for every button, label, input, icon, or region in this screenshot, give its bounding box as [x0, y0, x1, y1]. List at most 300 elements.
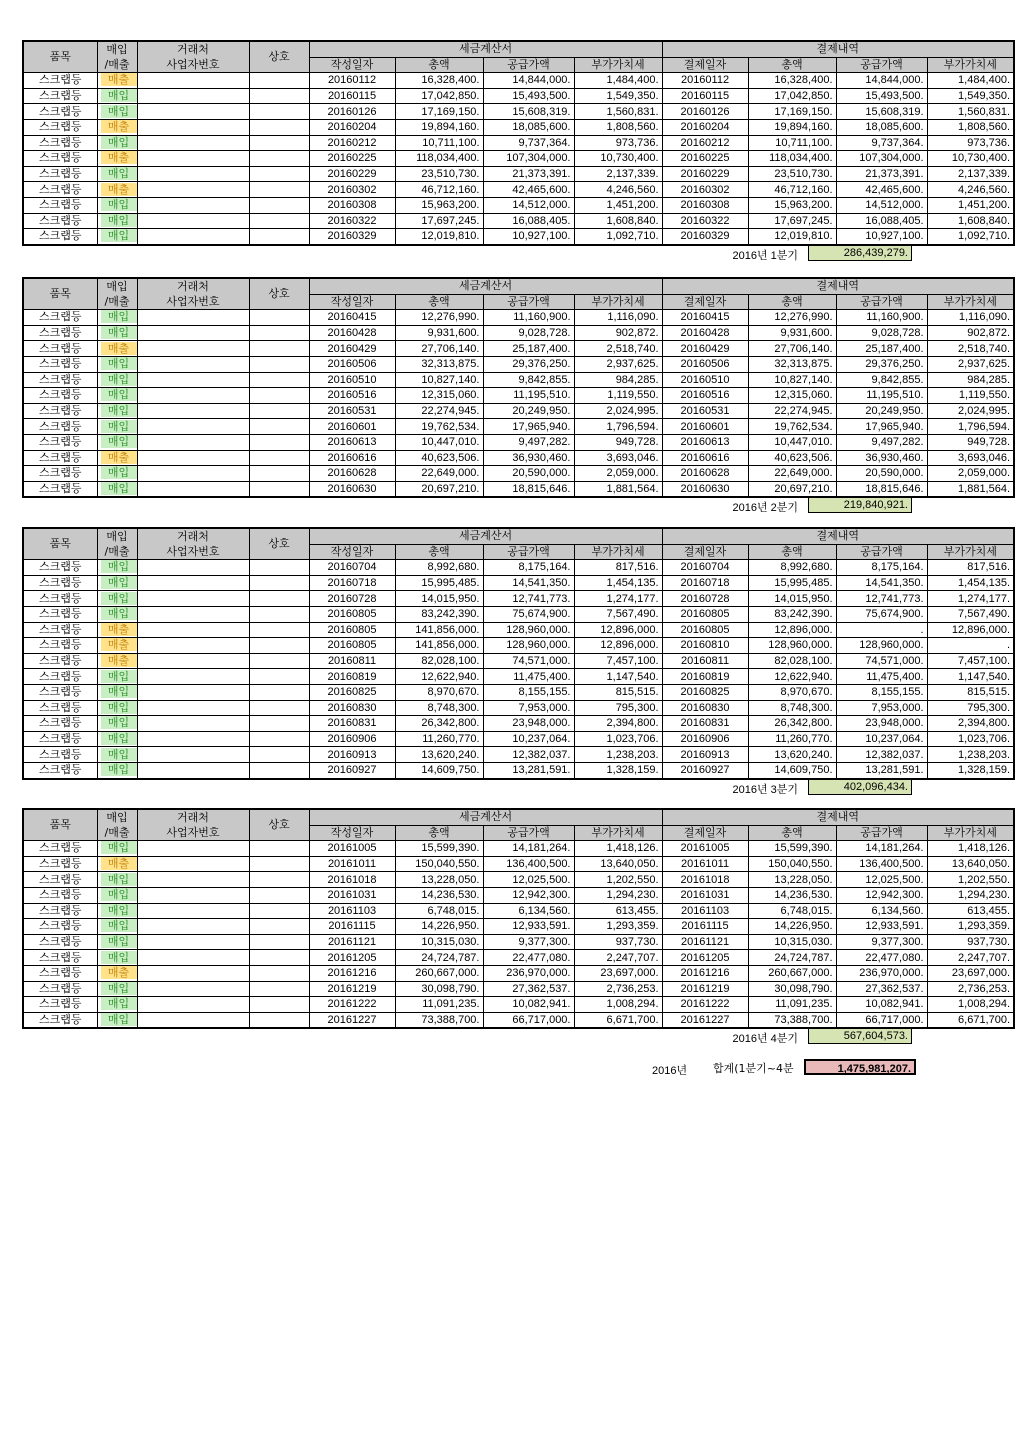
invoice-date-cell: 20160212: [309, 135, 395, 151]
type-cell: [97, 182, 137, 198]
company-cell: [249, 560, 309, 576]
payment-date-cell: 20160906: [662, 731, 748, 747]
payment-total-cell: 10,827,140.: [748, 372, 836, 388]
payment-vat-cell: 795,300.: [927, 700, 1014, 716]
col-header-company: 상호: [249, 278, 309, 310]
table-row: [23, 747, 1014, 763]
payment-col-header: 공급가액: [836, 544, 927, 560]
payment-supply-cell: 9,497,282.: [836, 434, 927, 450]
payment-supply-cell: .: [836, 622, 927, 638]
invoice-vat-cell: 7,567,490.: [574, 606, 662, 622]
payment-date-cell: 20160728: [662, 591, 748, 607]
type-badge: 매입: [101, 482, 137, 495]
payment-total-cell: 15,995,485.: [748, 575, 836, 591]
payment-vat-cell: 10,730,400.: [927, 151, 1014, 167]
invoice-supply-cell: 14,181,264.: [483, 841, 574, 857]
type-cell: [97, 166, 137, 182]
item-cell: 스크랩등: [23, 903, 97, 919]
item-cell: 스크랩등: [23, 731, 97, 747]
payment-col-header: 총액: [748, 294, 836, 310]
payment-vat-cell: 7,457,100.: [927, 653, 1014, 669]
payment-supply-cell: 11,475,400.: [836, 669, 927, 685]
item-cell: 스크랩등: [23, 716, 97, 732]
payment-supply-cell: 8,155,155.: [836, 684, 927, 700]
invoice-vat-cell: 2,137,339.: [574, 166, 662, 182]
quarter-label: 2016년 4분기: [732, 1033, 798, 1046]
payment-col-header: 부가가치세: [927, 544, 1014, 560]
partner-cell: [137, 716, 249, 732]
invoice-supply-cell: 9,497,282.: [483, 434, 574, 450]
payment-supply-cell: 9,737,364.: [836, 135, 927, 151]
payment-group-header: 결제내역: [662, 278, 1014, 294]
payment-date-cell: 20160531: [662, 403, 748, 419]
type-cell: [97, 104, 137, 120]
payment-col-header: 부가가치세: [927, 294, 1014, 310]
payment-col-header: 결제일자: [662, 57, 748, 73]
type-badge: 매출: [101, 451, 137, 464]
payment-date-cell: 20161219: [662, 981, 748, 997]
invoice-supply-cell: 14,541,350.: [483, 575, 574, 591]
payment-supply-cell: 12,933,591.: [836, 919, 927, 935]
type-badge: 매입: [101, 198, 137, 211]
col-header-type-bottom: /매출: [97, 294, 137, 310]
payment-date-cell: 20161018: [662, 872, 748, 888]
payment-supply-cell: 136,400,500.: [836, 856, 927, 872]
item-cell: 스크랩등: [23, 934, 97, 950]
payment-supply-cell: 20,249,950.: [836, 403, 927, 419]
invoice-date-cell: 20160516: [309, 388, 395, 404]
payment-supply-cell: 10,927,100.: [836, 229, 927, 245]
invoice-supply-cell: 17,965,940.: [483, 419, 574, 435]
quarter-total-value: 402,096,434.: [808, 780, 912, 795]
payment-date-cell: 20160831: [662, 716, 748, 732]
partner-cell: [137, 903, 249, 919]
item-cell: 스크랩등: [23, 166, 97, 182]
invoice-vat-cell: 2,937,625.: [574, 356, 662, 372]
type-badge: 매입: [101, 607, 137, 620]
type-cell: [97, 841, 137, 857]
quarter-block: [22, 527, 1011, 798]
payment-date-cell: 20160302: [662, 182, 748, 198]
payment-total-cell: 14,236,530.: [748, 887, 836, 903]
invoice-supply-cell: 12,933,591.: [483, 919, 574, 935]
company-cell: [249, 1012, 309, 1028]
type-cell: [97, 669, 137, 685]
item-cell: 스크랩등: [23, 213, 97, 229]
col-header-partner-bottom: 사업자번호: [137, 294, 249, 310]
payment-total-cell: 14,015,950.: [748, 591, 836, 607]
item-cell: 스크랩등: [23, 591, 97, 607]
invoice-vat-cell: 1,147,540.: [574, 669, 662, 685]
invoice-vat-cell: 2,247,707.: [574, 950, 662, 966]
partner-cell: [137, 872, 249, 888]
invoice-total-cell: 141,856,000.: [395, 622, 483, 638]
table-row: [23, 310, 1014, 326]
invoice-vat-cell: 937,730.: [574, 934, 662, 950]
payment-col-header: 공급가액: [836, 825, 927, 841]
payment-vat-cell: 1,454,135.: [927, 575, 1014, 591]
item-cell: 스크랩등: [23, 466, 97, 482]
type-cell: [97, 856, 137, 872]
type-cell: [97, 88, 137, 104]
invoice-total-cell: 23,510,730.: [395, 166, 483, 182]
type-cell: [97, 700, 137, 716]
type-badge: 매입: [101, 701, 137, 714]
payment-total-cell: 13,620,240.: [748, 747, 836, 763]
payment-supply-cell: 11,195,510.: [836, 388, 927, 404]
payment-total-cell: 24,724,787.: [748, 950, 836, 966]
payment-date-cell: 20160415: [662, 310, 748, 326]
item-cell: 스크랩등: [23, 73, 97, 89]
payment-total-cell: 15,963,200.: [748, 197, 836, 213]
quarter-label: 2016년 2분기: [732, 502, 798, 515]
company-cell: [249, 638, 309, 654]
col-header-type-bottom: /매출: [97, 825, 137, 841]
payment-supply-cell: 15,493,500.: [836, 88, 927, 104]
payment-group-header: 결제내역: [662, 41, 1014, 57]
payment-vat-cell: 2,137,339.: [927, 166, 1014, 182]
col-header-partner-top: 거래처: [137, 41, 249, 57]
payment-total-cell: 260,667,000.: [748, 965, 836, 981]
company-cell: [249, 965, 309, 981]
type-cell: [97, 903, 137, 919]
payment-supply-cell: 9,377,300.: [836, 934, 927, 950]
type-badge: 매입: [101, 873, 137, 886]
payment-date-cell: 20160927: [662, 762, 748, 778]
company-cell: [249, 591, 309, 607]
table-row: [23, 591, 1014, 607]
payment-date-cell: 20160329: [662, 229, 748, 245]
invoice-date-cell: 20160805: [309, 606, 395, 622]
invoice-supply-cell: 29,376,250.: [483, 356, 574, 372]
invoice-supply-cell: 9,377,300.: [483, 934, 574, 950]
payment-date-cell: 20160616: [662, 450, 748, 466]
payment-vat-cell: 2,059,000.: [927, 466, 1014, 482]
invoice-total-cell: 27,706,140.: [395, 341, 483, 357]
item-cell: 스크랩등: [23, 325, 97, 341]
invoice-date-cell: 20160126: [309, 104, 395, 120]
invoice-supply-cell: 20,590,000.: [483, 466, 574, 482]
invoice-total-cell: 12,315,060.: [395, 388, 483, 404]
invoice-vat-cell: 2,059,000.: [574, 466, 662, 482]
table-row: [23, 151, 1014, 167]
invoice-date-cell: 20160510: [309, 372, 395, 388]
partner-cell: [137, 638, 249, 654]
payment-date-cell: 20160805: [662, 622, 748, 638]
payment-date-cell: 20160308: [662, 197, 748, 213]
type-cell: [97, 747, 137, 763]
payment-vat-cell: 3,693,046.: [927, 450, 1014, 466]
item-cell: 스크랩등: [23, 372, 97, 388]
payment-col-header: 공급가액: [836, 294, 927, 310]
invoice-supply-cell: 12,741,773.: [483, 591, 574, 607]
type-badge: 매입: [101, 373, 137, 386]
ledger-table: [22, 808, 1015, 1029]
invoice-vat-cell: 2,394,800.: [574, 716, 662, 732]
partner-cell: [137, 841, 249, 857]
invoice-vat-cell: 1,238,203.: [574, 747, 662, 763]
payment-total-cell: 12,896,000.: [748, 622, 836, 638]
company-cell: [249, 887, 309, 903]
col-header-type-top: 매입: [97, 278, 137, 294]
payment-total-cell: 12,315,060.: [748, 388, 836, 404]
payment-total-cell: 14,226,950.: [748, 919, 836, 935]
type-badge: 매입: [101, 888, 137, 901]
payment-date-cell: 20160212: [662, 135, 748, 151]
payment-total-cell: 12,276,990.: [748, 310, 836, 326]
payment-col-header: 결제일자: [662, 544, 748, 560]
partner-cell: [137, 747, 249, 763]
payment-supply-cell: 22,477,080.: [836, 950, 927, 966]
payment-total-cell: 17,042,850.: [748, 88, 836, 104]
company-cell: [249, 903, 309, 919]
invoice-date-cell: 20161115: [309, 919, 395, 935]
table-row: [23, 450, 1014, 466]
table-row: [23, 950, 1014, 966]
invoice-date-cell: 20160704: [309, 560, 395, 576]
table-row: [23, 622, 1014, 638]
invoice-supply-cell: 6,134,560.: [483, 903, 574, 919]
payment-vat-cell: .: [927, 638, 1014, 654]
type-cell: [97, 481, 137, 497]
payment-vat-cell: 2,247,707.: [927, 950, 1014, 966]
invoice-col-header: 작성일자: [309, 544, 395, 560]
invoice-total-cell: 260,667,000.: [395, 965, 483, 981]
grand-total-row: [0, 1059, 1024, 1077]
invoice-total-cell: 19,762,534.: [395, 419, 483, 435]
partner-cell: [137, 88, 249, 104]
invoice-col-header: 공급가액: [483, 294, 574, 310]
company-cell: [249, 166, 309, 182]
partner-cell: [137, 104, 249, 120]
type-cell: [97, 310, 137, 326]
payment-total-cell: 73,388,700.: [748, 1012, 836, 1028]
item-cell: 스크랩등: [23, 403, 97, 419]
col-header-partner-top: 거래처: [137, 809, 249, 825]
item-cell: 스크랩등: [23, 606, 97, 622]
payment-date-cell: 20160630: [662, 481, 748, 497]
payment-group-header: 결제내역: [662, 809, 1014, 825]
payment-col-header: 부가가치세: [927, 825, 1014, 841]
table-row: [23, 653, 1014, 669]
type-badge: 매입: [101, 89, 137, 102]
payment-date-cell: 20160506: [662, 356, 748, 372]
invoice-date-cell: 20161005: [309, 841, 395, 857]
type-badge: 매입: [101, 388, 137, 401]
payment-supply-cell: 74,571,000.: [836, 653, 927, 669]
payment-vat-cell: 1,008,294.: [927, 997, 1014, 1013]
payment-supply-cell: 12,025,500.: [836, 872, 927, 888]
partner-cell: [137, 981, 249, 997]
header-row-2: [23, 294, 1014, 310]
item-cell: 스크랩등: [23, 981, 97, 997]
invoice-date-cell: 20160825: [309, 684, 395, 700]
invoice-total-cell: 10,447,010.: [395, 434, 483, 450]
type-badge: 매입: [101, 560, 137, 573]
partner-cell: [137, 684, 249, 700]
payment-total-cell: 27,706,140.: [748, 341, 836, 357]
payment-supply-cell: 14,512,000.: [836, 197, 927, 213]
payment-vat-cell: 902,872.: [927, 325, 1014, 341]
type-cell: [97, 135, 137, 151]
payment-vat-cell: 937,730.: [927, 934, 1014, 950]
invoice-date-cell: 20161018: [309, 872, 395, 888]
partner-cell: [137, 919, 249, 935]
invoice-vat-cell: 10,730,400.: [574, 151, 662, 167]
payment-vat-cell: 1,293,359.: [927, 919, 1014, 935]
invoice-col-header: 총액: [395, 544, 483, 560]
invoice-total-cell: 12,019,810.: [395, 229, 483, 245]
payment-vat-cell: 613,455.: [927, 903, 1014, 919]
company-cell: [249, 466, 309, 482]
invoice-date-cell: 20160728: [309, 591, 395, 607]
payment-total-cell: 14,609,750.: [748, 762, 836, 778]
invoice-supply-cell: 36,930,460.: [483, 450, 574, 466]
payment-vat-cell: 1,881,564.: [927, 481, 1014, 497]
invoice-date-cell: 20160906: [309, 731, 395, 747]
company-cell: [249, 700, 309, 716]
invoice-date-cell: 20161121: [309, 934, 395, 950]
payment-total-cell: 11,091,235.: [748, 997, 836, 1013]
invoice-date-cell: 20160913: [309, 747, 395, 763]
type-cell: [97, 403, 137, 419]
payment-vat-cell: 1,202,550.: [927, 872, 1014, 888]
partner-cell: [137, 182, 249, 198]
invoice-date-cell: 20160302: [309, 182, 395, 198]
invoice-supply-cell: 12,382,037.: [483, 747, 574, 763]
invoice-total-cell: 8,970,670.: [395, 684, 483, 700]
payment-supply-cell: 16,088,405.: [836, 213, 927, 229]
grand-total-year: 2016년: [652, 1065, 688, 1077]
invoice-col-header: 작성일자: [309, 825, 395, 841]
invoice-supply-cell: 9,028,728.: [483, 325, 574, 341]
payment-date-cell: 20160805: [662, 606, 748, 622]
type-cell: [97, 887, 137, 903]
type-cell: [97, 229, 137, 245]
payment-date-cell: 20160913: [662, 747, 748, 763]
type-badge: 매입: [101, 229, 137, 242]
payment-supply-cell: 14,181,264.: [836, 841, 927, 857]
invoice-supply-cell: 11,160,900.: [483, 310, 574, 326]
item-cell: 스크랩등: [23, 762, 97, 778]
partner-cell: [137, 434, 249, 450]
payment-total-cell: 150,040,550.: [748, 856, 836, 872]
invoice-vat-cell: 2,518,740.: [574, 341, 662, 357]
payment-date-cell: 20160112: [662, 73, 748, 89]
payment-supply-cell: 29,376,250.: [836, 356, 927, 372]
invoice-date-cell: 20160112: [309, 73, 395, 89]
item-cell: 스크랩등: [23, 1012, 97, 1028]
invoice-supply-cell: 25,187,400.: [483, 341, 574, 357]
payment-total-cell: 8,970,670.: [748, 684, 836, 700]
col-header-partner-top: 거래처: [137, 278, 249, 294]
type-cell: [97, 372, 137, 388]
partner-cell: [137, 119, 249, 135]
col-header-type-top: 매입: [97, 41, 137, 57]
payment-supply-cell: 6,134,560.: [836, 903, 927, 919]
type-badge: 매입: [101, 951, 137, 964]
company-cell: [249, 419, 309, 435]
invoice-total-cell: 22,649,000.: [395, 466, 483, 482]
payment-vat-cell: 1,608,840.: [927, 213, 1014, 229]
invoice-vat-cell: 1,608,840.: [574, 213, 662, 229]
company-cell: [249, 119, 309, 135]
company-cell: [249, 716, 309, 732]
invoice-vat-cell: 795,300.: [574, 700, 662, 716]
invoice-total-cell: 10,315,030.: [395, 934, 483, 950]
type-badge: 매입: [101, 326, 137, 339]
invoice-total-cell: 24,724,787.: [395, 950, 483, 966]
type-cell: [97, 575, 137, 591]
payment-date-cell: 20161005: [662, 841, 748, 857]
item-cell: 스크랩등: [23, 104, 97, 120]
payment-total-cell: 8,748,300.: [748, 700, 836, 716]
type-badge: 매출: [101, 857, 137, 870]
type-cell: [97, 731, 137, 747]
payment-group-header: 결제내역: [662, 528, 1014, 544]
type-badge: 매출: [101, 966, 137, 979]
payment-date-cell: 20161216: [662, 965, 748, 981]
type-badge: 매입: [101, 167, 137, 180]
partner-cell: [137, 965, 249, 981]
type-badge: 매출: [101, 151, 137, 164]
table-row: [23, 325, 1014, 341]
invoice-total-cell: 14,015,950.: [395, 591, 483, 607]
partner-cell: [137, 356, 249, 372]
invoice-supply-cell: 107,304,000.: [483, 151, 574, 167]
partner-cell: [137, 403, 249, 419]
partner-cell: [137, 560, 249, 576]
payment-date-cell: 20160204: [662, 119, 748, 135]
payment-supply-cell: 12,382,037.: [836, 747, 927, 763]
type-cell: [97, 119, 137, 135]
invoice-group-header: 세금계산서: [309, 528, 662, 544]
payment-total-cell: 10,447,010.: [748, 434, 836, 450]
invoice-vat-cell: 1,328,159.: [574, 762, 662, 778]
payment-vat-cell: 1,119,550.: [927, 388, 1014, 404]
company-cell: [249, 762, 309, 778]
type-cell: [97, 197, 137, 213]
company-cell: [249, 229, 309, 245]
invoice-total-cell: 40,623,506.: [395, 450, 483, 466]
type-badge: 매입: [101, 919, 137, 932]
invoice-vat-cell: 1,008,294.: [574, 997, 662, 1013]
invoice-vat-cell: 23,697,000.: [574, 965, 662, 981]
payment-supply-cell: 18,815,646.: [836, 481, 927, 497]
invoice-vat-cell: 7,457,100.: [574, 653, 662, 669]
payment-date-cell: 20161222: [662, 997, 748, 1013]
payment-supply-cell: 66,717,000.: [836, 1012, 927, 1028]
partner-cell: [137, 950, 249, 966]
col-header-item: 품목: [23, 809, 97, 841]
quarter-summary: [22, 498, 1000, 516]
payment-total-cell: 10,315,030.: [748, 934, 836, 950]
payment-total-cell: 6,748,015.: [748, 903, 836, 919]
payment-date-cell: 20161205: [662, 950, 748, 966]
payment-supply-cell: 21,373,391.: [836, 166, 927, 182]
payment-total-cell: 10,711,100.: [748, 135, 836, 151]
type-cell: [97, 684, 137, 700]
table-row: [23, 872, 1014, 888]
invoice-vat-cell: 12,896,000.: [574, 622, 662, 638]
quarter-label: 2016년 1분기: [732, 249, 798, 262]
type-badge: 매입: [101, 982, 137, 995]
payment-supply-cell: 7,953,000.: [836, 700, 927, 716]
payment-total-cell: 40,623,506.: [748, 450, 836, 466]
payment-total-cell: 82,028,100.: [748, 653, 836, 669]
table-row: [23, 716, 1014, 732]
invoice-total-cell: 73,388,700.: [395, 1012, 483, 1028]
